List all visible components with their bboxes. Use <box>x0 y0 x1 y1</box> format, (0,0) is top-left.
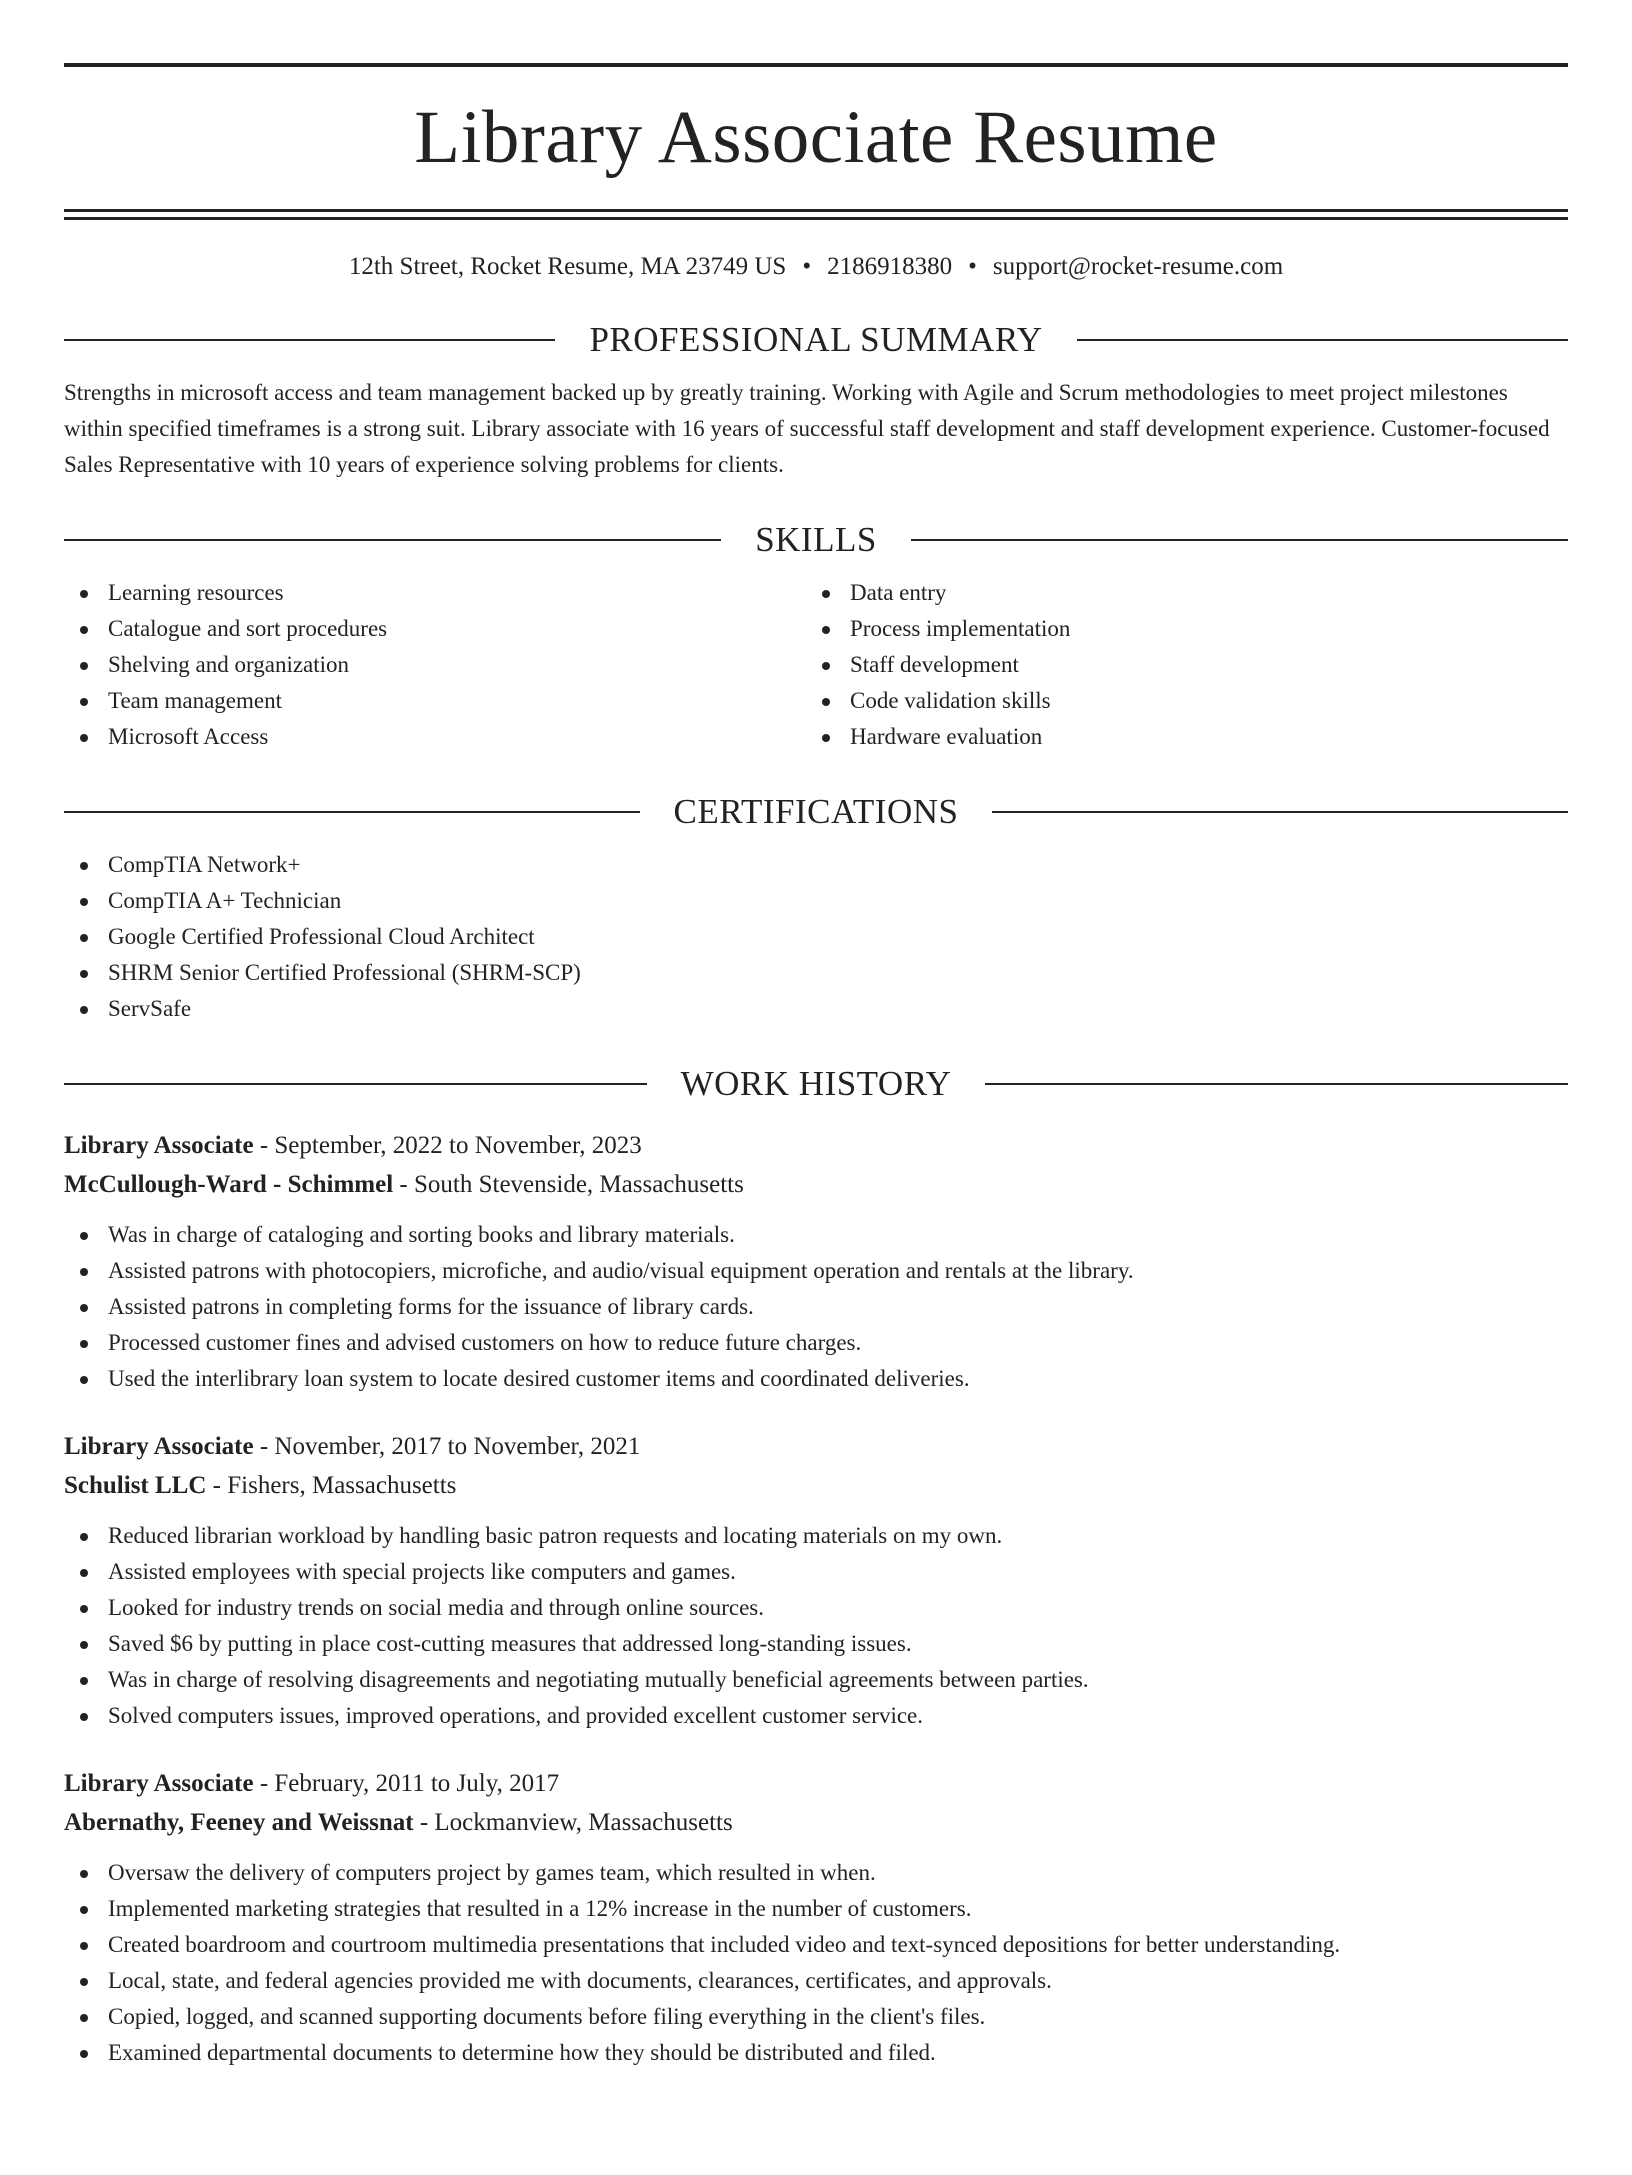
job-bullets <box>64 1217 1568 1397</box>
certification-item: Google Certified Professional Cloud Architect <box>64 919 1568 955</box>
contact-email[interactable]: support@rocket-resume.com <box>992 253 1284 280</box>
contact-separator: • <box>802 253 812 280</box>
job-title: Library Associate <box>64 1433 254 1460</box>
skill-item: Code validation skills <box>806 683 1548 719</box>
job-bullet: Local, state, and federal agencies provided me with documents, clearances, certificates, and approvals. <box>64 1963 1568 1999</box>
certification-item: CompTIA A+ Technician <box>64 883 1568 919</box>
job-title: Library Associate <box>64 1132 254 1159</box>
job-bullet: Copied, logged, and scanned supporting documents before filing everything in the client's files. <box>64 1999 1568 2035</box>
skills-list-right <box>806 575 1548 755</box>
heading-rule-left <box>64 811 640 813</box>
certification-item: ServSafe <box>64 991 1568 1027</box>
double-rule <box>64 209 1568 220</box>
certifications-list <box>64 847 1568 1027</box>
contact-phone: 2186918380 <box>827 253 953 280</box>
job-company: McCullough-Ward - Schimmel <box>64 1171 394 1198</box>
skill-item: Learning resources <box>64 575 806 611</box>
heading-rule-left <box>64 539 721 541</box>
resume-title: Library Associate Resume <box>414 96 1218 179</box>
summary-heading-label: PROFESSIONAL SUMMARY <box>589 320 1043 359</box>
job-entry <box>64 1126 1568 1397</box>
job-title-line <box>64 1427 1568 1466</box>
job-entry <box>64 1764 1568 2071</box>
job-location: - South Stevenside, Massachusetts <box>393 1171 744 1198</box>
job-bullet: Created boardroom and courtroom multimedia presentations that included video and text-synced depositions for better understanding. <box>64 1927 1568 1963</box>
job-bullets <box>64 1855 1568 2071</box>
skills-list-left <box>64 575 806 755</box>
skills-heading-label: SKILLS <box>755 520 877 559</box>
job-bullet: Used the interlibrary loan system to locate desired customer items and coordinated deliveries. <box>64 1361 1568 1397</box>
skills-columns <box>64 575 1568 755</box>
skill-item: Shelving and organization <box>64 647 806 683</box>
job-bullet: Assisted employees with special projects like computers and games. <box>64 1554 1568 1590</box>
skill-item: Hardware evaluation <box>806 719 1548 755</box>
job-bullet: Was in charge of cataloging and sorting books and library materials. <box>64 1217 1568 1253</box>
job-company: Schulist LLC <box>64 1472 207 1499</box>
job-company-line <box>64 1165 1568 1204</box>
job-company-line <box>64 1803 1568 1842</box>
heading-rule-right <box>985 1083 1568 1085</box>
certifications-heading <box>64 790 1568 834</box>
job-company-line <box>64 1466 1568 1505</box>
skills-heading <box>64 518 1568 562</box>
heading-rule-right <box>911 539 1568 541</box>
skill-item: Staff development <box>806 647 1548 683</box>
job-dates: - September, 2022 to November, 2023 <box>253 1132 642 1159</box>
certification-item: CompTIA Network+ <box>64 847 1568 883</box>
top-rule <box>64 63 1568 67</box>
job-company: Abernathy, Feeney and Weissnat <box>64 1809 414 1836</box>
work-history-heading-label: WORK HISTORY <box>680 1064 952 1103</box>
job-bullet: Examined departmental documents to determine how they should be distributed and filed. <box>64 2035 1568 2071</box>
job-title-line <box>64 1764 1568 1803</box>
job-bullet: Solved computers issues, improved operations, and provided excellent customer service. <box>64 1698 1568 1734</box>
job-bullet: Saved $6 by putting in place cost-cutting measures that addressed long-standing issues. <box>64 1626 1568 1662</box>
skill-item: Team management <box>64 683 806 719</box>
job-title-line <box>64 1126 1568 1165</box>
job-bullet: Assisted patrons with photocopiers, microfiche, and audio/visual equipment operation and rentals at the library. <box>64 1253 1568 1289</box>
skill-item: Microsoft Access <box>64 719 806 755</box>
summary-text: Strengths in microsoft access and team management backed up by greatly training. Working with Agile and Scrum methodologies to meet project milestones within specified timeframes is a strong suit. Library associate with 16 years of successful staff development and staff development experience. Customer-focused Sales Representative with 10 years of experience solving problems for clients. <box>64 380 1550 477</box>
summary-heading <box>64 318 1568 362</box>
job-location: - Fishers, Massachusetts <box>206 1472 457 1499</box>
contact-address: 12th Street, Rocket Resume, MA 23749 US <box>348 253 787 280</box>
heading-rule-left <box>64 1083 647 1085</box>
work-history-heading <box>64 1062 1568 1106</box>
skill-item: Data entry <box>806 575 1548 611</box>
job-bullet: Implemented marketing strategies that resulted in a 12% increase in the number of customers. <box>64 1891 1568 1927</box>
job-bullet: Processed customer fines and advised customers on how to reduce future charges. <box>64 1325 1568 1361</box>
job-bullets <box>64 1518 1568 1734</box>
heading-rule-left <box>64 339 555 341</box>
job-title: Library Associate <box>64 1770 254 1797</box>
job-bullet: Was in charge of resolving disagreements and negotiating mutually beneficial agreements between parties. <box>64 1662 1568 1698</box>
job-bullet: Assisted patrons in completing forms for the issuance of library cards. <box>64 1289 1568 1325</box>
heading-rule-right <box>992 811 1568 813</box>
certifications-heading-label: CERTIFICATIONS <box>673 792 959 831</box>
job-location: - Lockmanview, Massachusetts <box>413 1809 733 1836</box>
skill-item: Process implementation <box>806 611 1548 647</box>
contact-separator: • <box>968 253 977 280</box>
resume-page <box>0 63 1632 2175</box>
contact-line <box>64 251 1568 283</box>
certification-item: SHRM Senior Certified Professional (SHRM-SCP) <box>64 955 1568 991</box>
heading-rule-right <box>1077 339 1568 341</box>
job-bullet: Oversaw the delivery of computers project by games team, which resulted in when. <box>64 1855 1568 1891</box>
job-entry <box>64 1427 1568 1734</box>
job-bullet: Reduced librarian workload by handling basic patron requests and locating materials on my own. <box>64 1518 1568 1554</box>
skill-item: Catalogue and sort procedures <box>64 611 806 647</box>
job-dates: - November, 2017 to November, 2021 <box>253 1433 641 1460</box>
job-bullet: Looked for industry trends on social media and through online sources. <box>64 1590 1568 1626</box>
job-dates: - February, 2011 to July, 2017 <box>253 1770 560 1797</box>
